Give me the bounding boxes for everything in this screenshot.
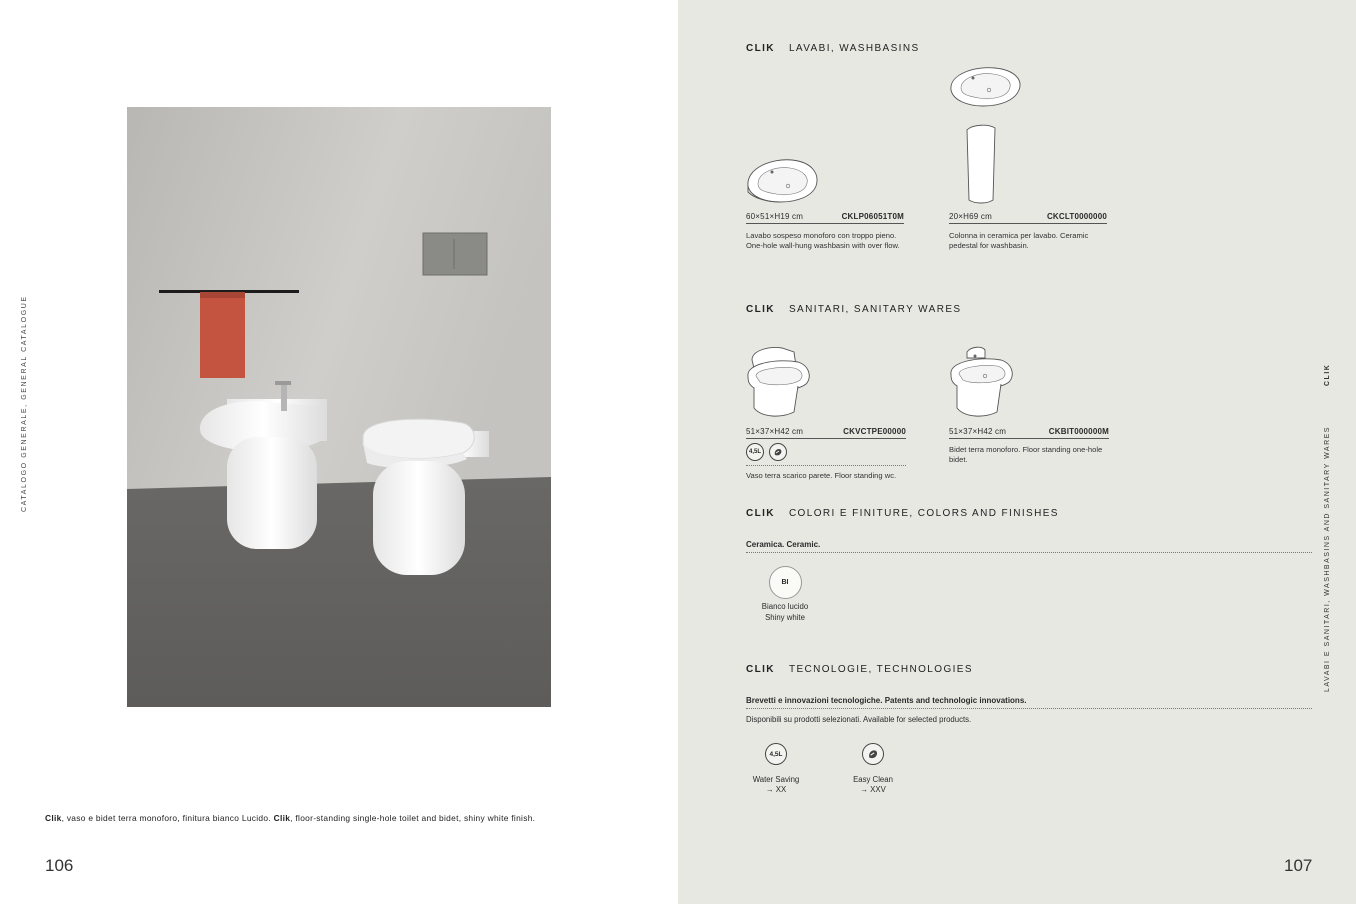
easy-clean-icon [862,743,884,765]
page-number-left: 106 [45,856,74,875]
tech-water-saving: 4,5L Water Saving → XX [741,743,811,796]
swatch-label-en: Shiny white [765,612,805,622]
water-saving-icon: 4,5L [746,443,764,461]
bidet-drawing [949,346,1015,420]
product-bidet: 51×37×H42 cm CKBIT000000M Bidet terra monoforo. Floor standing one-hole bidet. [949,427,1109,465]
tech-easy-clean: Easy Clean → XXV [838,743,908,796]
technologies-note: Disponibili su prodotti selezionati. Available for selected products. [746,715,972,724]
wc-feature-icons [746,443,906,466]
catalogue-side-label: CATALOGO GENERALE, GENERAL CATALOGUE [21,295,28,512]
section-heading-sanitary: CLIK SANITARI, SANITARY WARES [746,304,962,315]
easy-clean-icon [769,443,787,461]
color-swatch-item [752,566,818,623]
swatch-label-it: Bianco lucido [761,602,809,611]
product-photo [127,107,551,707]
product-washbasin: 60×51×H19 cm CKLP06051T0M Lavabo sospeso monoforo con troppo pieno. One-hole wall-hung washbasin with over flow. [746,212,904,251]
technologies-heading: Brevetti e innovazioni tecnologiche. Patents and technologic innovations. [746,696,1312,709]
wc-drawing [746,346,812,420]
color-swatch: BI [769,566,802,599]
photo-caption: Clik, vaso e bidet terra monoforo, finitura bianco Lucido. Clik, floor-standing single-hole toilet and bidet, shiny white finish. [45,813,536,823]
section-heading-technologies: CLIK TECNOLOGIE, TECHNOLOGIES [746,664,973,675]
material-heading: Ceramica. Ceramic. [746,540,1312,553]
washbasin-pedestal-drawing [949,64,1023,206]
section-heading-washbasins: CLIK LAVABI, WASHBASINS [746,43,920,54]
product-wc: 51×37×H42 cm CKVCTPE00000 4,5L Vaso terra scarico parete. Floor standing wc. [746,427,906,480]
water-saving-icon: 4,5L [765,743,787,765]
right-side-label: CLIK LAVABI E SANITARI, WASHBASINS AND SANITARY WARES [1324,363,1331,692]
page-number-right: 107 [1284,856,1313,875]
washbasin-drawing [746,156,820,204]
product-pedestal: 20×H69 cm CKCLT0000000 Colonna in ceramica per lavabo. Ceramic pedestal for washbasin. [949,212,1107,251]
section-heading-colors: CLIK COLORI E FINITURE, COLORS AND FINISHES [746,508,1059,519]
